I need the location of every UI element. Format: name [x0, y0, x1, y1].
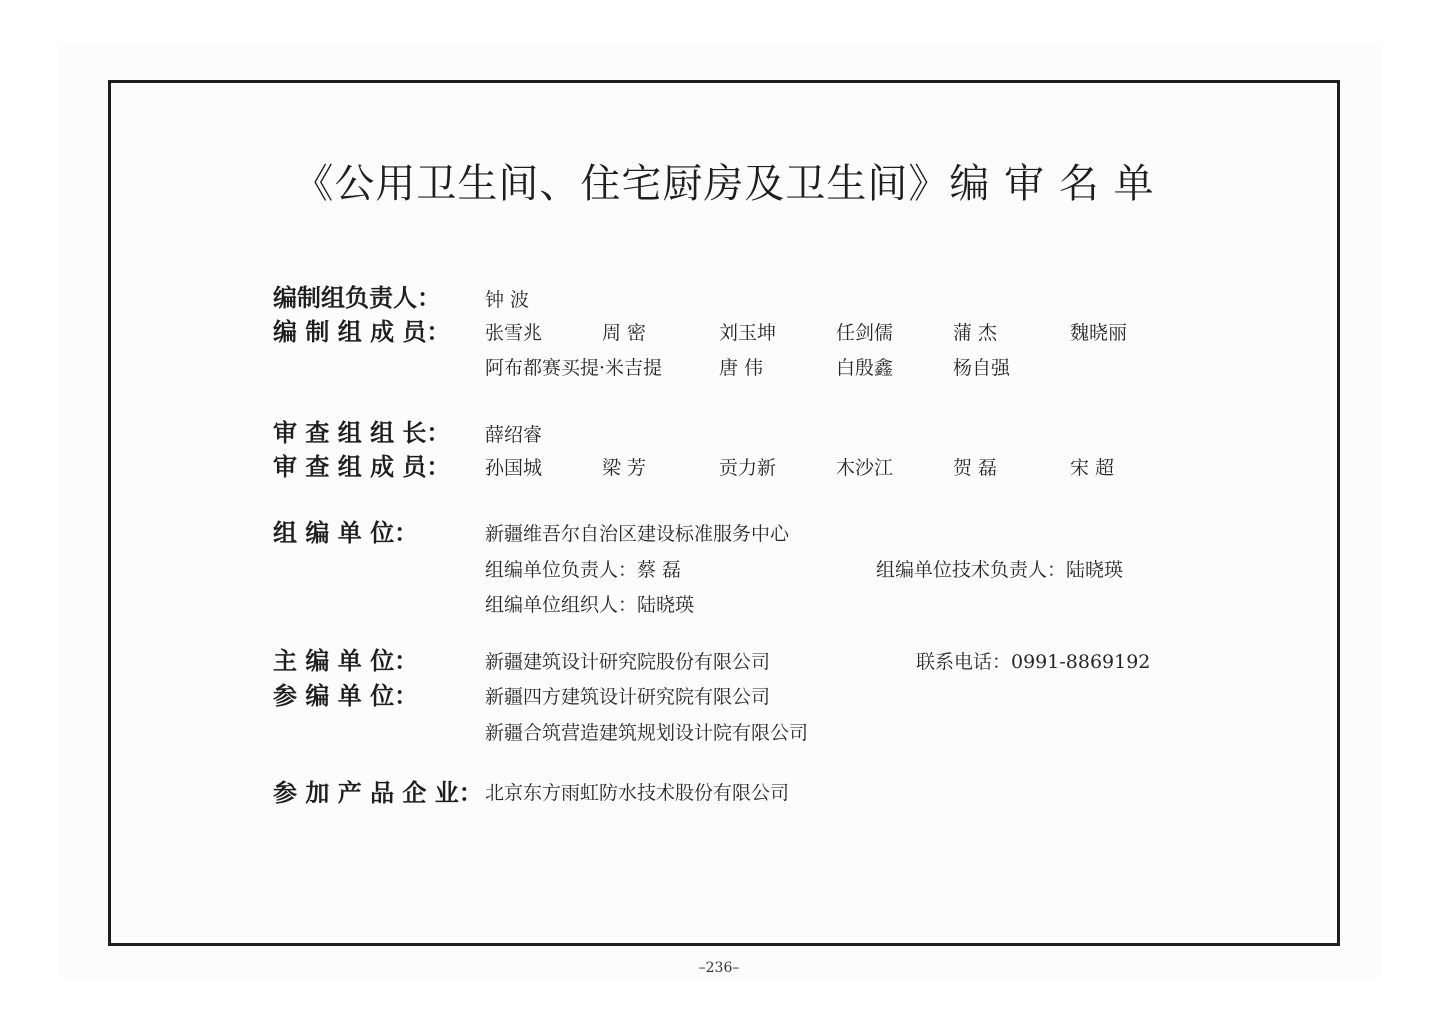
organizer-name: 新疆维吾尔自治区建设标准服务中心: [485, 523, 790, 545]
compile-member: 杨自强: [953, 357, 1011, 379]
compile-member: 任剑儒: [836, 322, 894, 344]
compile-member: 魏晓丽: [1070, 322, 1128, 344]
participating-company: 北京东方雨虹防水技术股份有限公司: [485, 782, 790, 804]
organizer-person: 组编单位组织人：陆晓瑛: [485, 594, 695, 616]
organizer-tech-head: 组编单位技术负责人：陆晓瑛: [876, 559, 1124, 581]
document-border: [108, 80, 1340, 946]
review-member: 宋 超: [1070, 457, 1115, 479]
review-members-label: 审 查 组 成 员：: [273, 453, 451, 481]
organizer-label: 组 编 单 位：: [273, 519, 419, 547]
participating-label: 参 加 产 品 企 业：: [273, 779, 483, 807]
chief-editor-name: 新疆建筑设计研究院股份有限公司: [485, 651, 771, 673]
co-editor-name: 新疆四方建筑设计研究院有限公司: [485, 686, 771, 708]
review-member: 木沙江: [836, 457, 894, 479]
co-editors-label: 参 编 单 位：: [273, 682, 419, 710]
compile-member: 周 密: [602, 322, 647, 344]
compile-member: 唐 伟: [719, 357, 764, 379]
page-title: 《公用卫生间、住宅厨房及卫生间》编 审 名 单: [293, 161, 1155, 207]
review-member: 贡力新: [719, 457, 777, 479]
review-member: 贺 磊: [953, 457, 998, 479]
compile-members-label: 编 制 组 成 员：: [273, 318, 451, 346]
review-member: 孙国城: [485, 457, 543, 479]
contact-phone: 联系电话：0991-8869192: [916, 651, 1151, 673]
organizer-head: 组编单位负责人：蔡 磊: [485, 559, 682, 581]
compile-member: 张雪兆: [485, 322, 543, 344]
page-number: –236–: [698, 960, 740, 976]
co-editor-name: 新疆合筑营造建筑规划设计院有限公司: [485, 722, 809, 744]
compile-member: 白殷鑫: [836, 357, 894, 379]
compile-member: 刘玉坤: [719, 322, 777, 344]
review-lead-name: 薛绍睿: [485, 424, 543, 446]
review-lead-label: 审 查 组 组 长：: [273, 419, 451, 447]
chief-editor-label: 主 编 单 位：: [273, 647, 419, 675]
compile-member: 阿布都赛买提·米吉提: [485, 357, 663, 379]
compile-lead-label: 编制组负责人：: [273, 284, 441, 312]
review-member: 梁 芳: [602, 457, 647, 479]
compile-member: 蒲 杰: [953, 322, 998, 344]
compile-lead-name: 钟 波: [485, 289, 530, 311]
